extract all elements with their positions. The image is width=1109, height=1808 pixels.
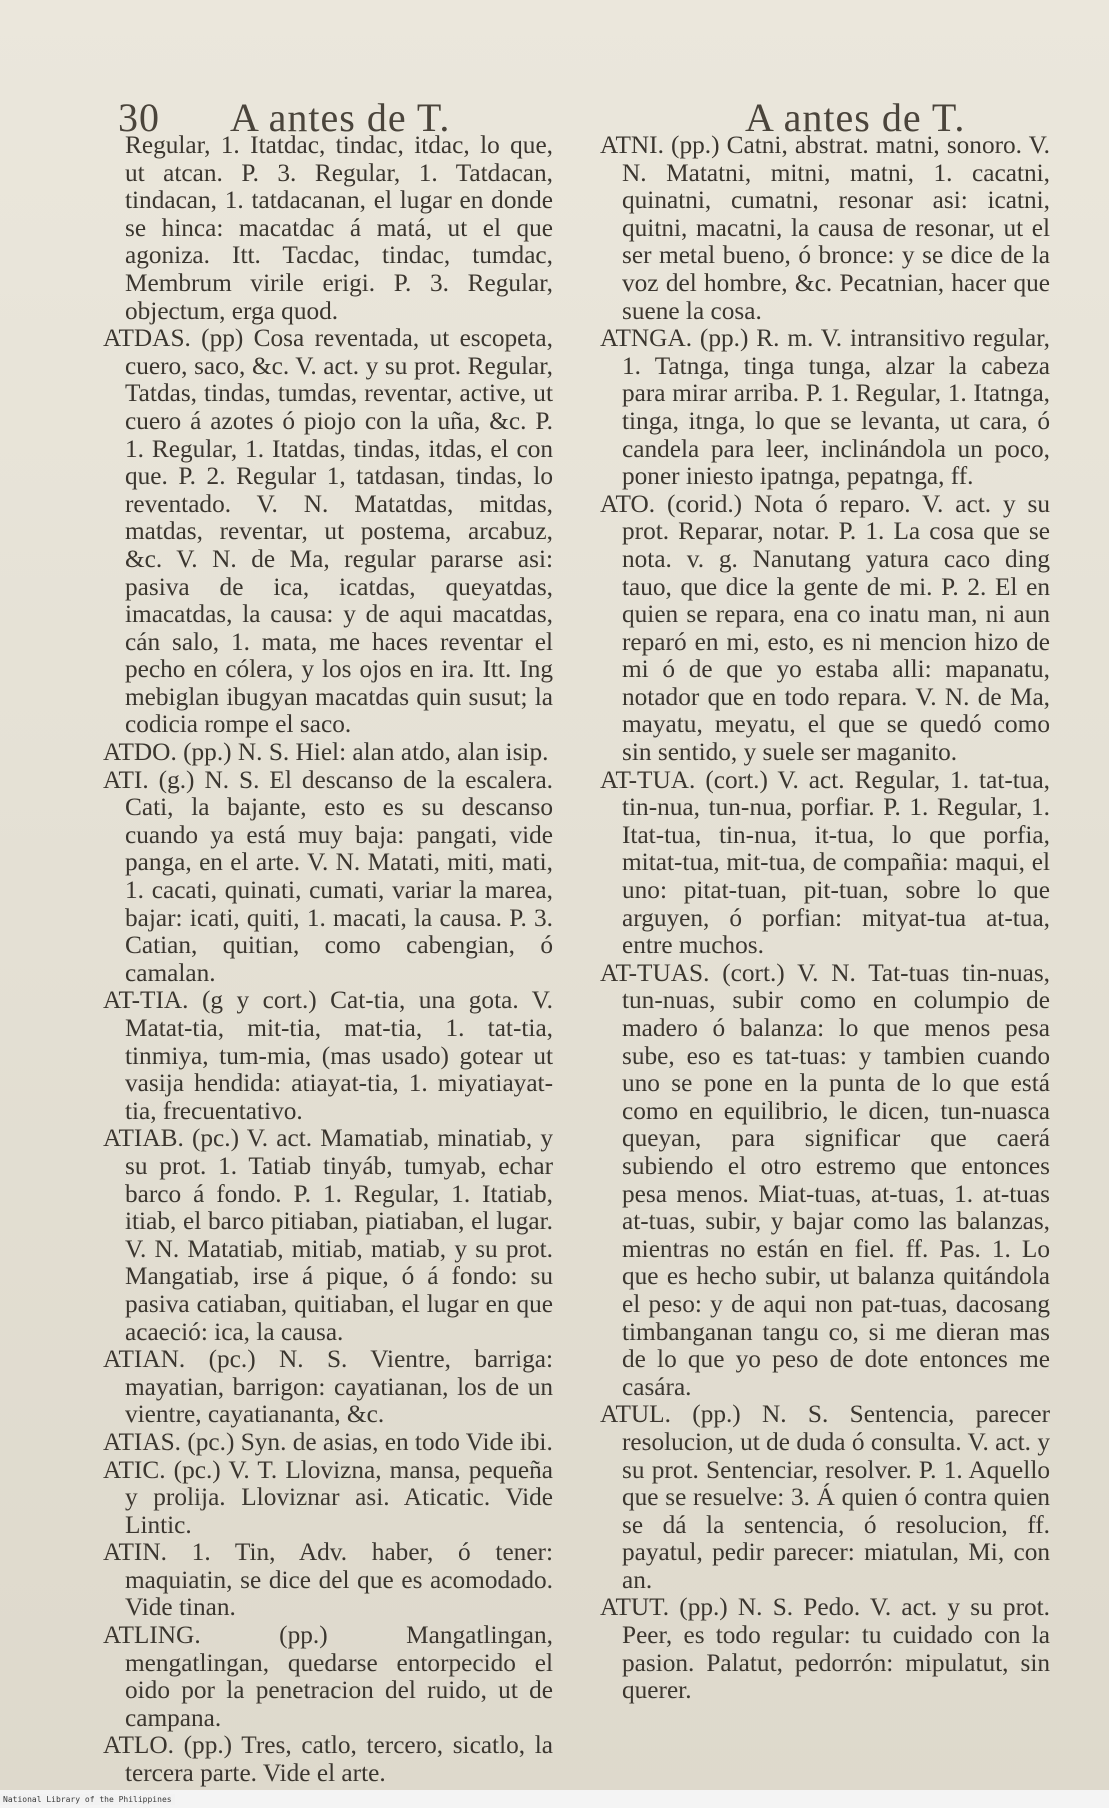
dictionary-entry: ATDO. (pp.) N. S. Hiel: alan atdo, alan isip. <box>103 738 549 767</box>
dictionary-entry: AT-TUA. (cort.) V. act. Regular, 1. tat-tua, tin-nua, tun-nua, porfiar. P. 1. Regular, 1. Itat-tua, tin-nua, it-tua, lo que porfia, mitat-tua, mit-tua, de compañia: maqui, el uno: pitat-tuan, pit-tuan, sobre lo que arguyen, ó porfian: mityat-tua at-tua, entre muchos. <box>600 765 1050 960</box>
dictionary-entry: ATIAB. (pc.) V. act. Mamatiab, minatiab, y su prot. 1. Tatiab tinyáb, tumyab, echar barco á fondo. P. 1. Regular, 1. Itatiab, itiab, el barco pitiaban, piatiaban, el lugar. V. N. Matatiab, mitiab, matiab, y su prot. Mangatiab, irse á pique, ó á fondo: su pasiva catiaban, quitiaban, el lugar en que acaeció: ica, la causa. <box>103 1124 553 1346</box>
dictionary-entry: ATDAS. (pp) Cosa reventada, ut escopeta, cuero, saco, &c. V. act. y su prot. Regular, Tatdas, tindas, tumdas, reventar, active, ut cuero á azotes ó piojo con la uña, &c. P. 1. Regular, 1. Itatdas, tindas, itdas, el con que. P. 2. Regular 1, tatdasan, tindas, lo reventado. V. N. Matatdas, mitdas, matdas, reventar, ut postema, arcabuz, &c. V. N. de Ma, regular pararse asi: pasiva de ica, icatdas, queyatdas, imacatdas, la causa: y de aqui macatdas, cán salo, 1. mata, me haces reventar el pecho en cólera, y los ojos en ira. Itt. Ing mebiglan ibugyan macatdas quin susut; la codicia rompe el saco. <box>103 324 553 739</box>
right-column <box>600 132 1050 1705</box>
dictionary-entry: Regular, 1. Itatdac, tindac, itdac, lo que, ut atcan. P. 3. Regular, 1. Tatdacan, tindacan, 1. tatdacanan, el lugar en donde se hinca: macatdac á matá, ut el que agoniza. Itt. Tacdac, tindac, tumdac, Membrum virile erigi. P. 3. Regular, objectum, erga quod. <box>125 131 553 325</box>
left-column <box>103 132 553 1788</box>
dictionary-entry: ATIN. 1. Tin, Adv. haber, ó tener: maquiatin, se dice del que es acomodado. Vide tinan. <box>103 1538 553 1622</box>
left-running-title: A antes de T. <box>230 95 451 140</box>
dictionary-entry: ATIC. (pc.) V. T. Llovizna, mansa, pequeña y prolija. Lloviznar asi. Aticatic. Vide Lintic. <box>103 1455 553 1539</box>
dictionary-entry: ATUT. (pp.) N. S. Pedo. V. act. y su prot. Peer, es todo regular: tu cuidado con la pasion. Palatut, pedorrón: mipulatut, sin querer. <box>600 1593 1050 1705</box>
dictionary-entry: ATLING. (pp.) Mangatlingan, mengatlingan, quedarse entorpecido el oido por la penetracion del ruido, ut de campana. <box>103 1621 553 1732</box>
page-number: 30 <box>118 95 160 140</box>
right-running-title: A antes de T. <box>745 95 966 140</box>
dictionary-entry: AT-TIA. (g y cort.) Cat-tia, una gota. V. Matat-tia, mit-tia, mat-tia, 1. tat-tia, tinmiya, tum-mia, (mas usado) gotear ut vasija hendida: atiayat-tia, 1. miyatiayat-tia, frecuentativo. <box>103 986 553 1125</box>
dictionary-entry: ATLO. (pp.) Tres, catlo, tercero, sicatlo, la tercera parte. Vide el arte. <box>103 1731 553 1788</box>
dictionary-entry: ATIAS. (pc.) Syn. de asias, en todo Vide ibi. <box>103 1427 553 1456</box>
dictionary-entry: ATUL. (pp.) N. S. Sentencia, parecer resolucion, ut de duda ó consulta. V. act. y su prot. Sentenciar, resolver. P. 1. Aquello que se resuelve: 3. Á quien ó contra quien se dá la sentencia, ó resolucion, ff. payatul, pedir parecer: miatulan, Mi, con an. <box>600 1400 1050 1594</box>
dictionary-entry: AT-TUAS. (cort.) V. N. Tat-tuas tin-nuas, tun-nuas, subir como en columpio de madero ó balanza: lo que menos pesa sube, eso es tat-tuas: y tambien cuando uno se pone en la punta de lo que está como en equilibrio, le dicen, tun-nuasca queyan, para significar que caerá subiendo el otro estremo que entonces pesa menos. Miat-tuas, at-tuas, 1. at-tuas at-tuas, subir, y bajar como las balanzas, mientras no están en fiel. ff. Pas. 1. Lo que es hecho subir, ut balanza quitándola el peso: y de aqui non pat-tuas, dacosang timbanganan tangu co, si me dieran mas de lo que yo peso de dote entonces me casára. <box>600 958 1050 1401</box>
dictionary-entry: ATNGA. (pp.) R. m. V. intransitivo regular, 1. Tatnga, tinga tunga, alzar la cabeza para mirar arriba. P. 1. Regular, 1. Itatnga, tinga, itnga, lo que se levanta, ut cara, ó candela para leer, inclinándola un poco, poner iniesto ipatnga, pepatnga, ff. <box>600 324 1050 491</box>
dictionary-entry: ATNI. (pp.) Catni, abstrat. matni, sonoro. V. N. Matatni, mitni, matni, 1. cacatni, quinatni, cumatni, resonar asi: icatni, quitni, macatni, la causa de resonar, ut el ser metal bueno, ó bronce: y se dice de la voz del hombre, &c. Pecatnian, hacer que suene la cosa. <box>600 131 1050 325</box>
dictionary-entry: ATI. (g.) N. S. El descanso de la escalera. Cati, la bajante, esto es su descanso cuando ya está muy baja: pangati, vide panga, en el arte. V. N. Matati, miti, mati, 1. cacati, quinati, cumati, variar la marea, bajar: icati, quiti, 1. macati, la causa. P. 3. Catian, quitian, como cabengian, ó camalan. <box>103 765 553 987</box>
dictionary-entry: ATIAN. (pc.) N. S. Vientre, barriga: mayatian, barrigon: cayatianan, los de un vientre, cayatiananta, &c. <box>103 1345 553 1429</box>
library-footer: National Library of the Philippines <box>0 1794 175 1805</box>
dictionary-entry: ATO. (corid.) Nota ó reparo. V. act. y su prot. Reparar, notar. P. 1. La cosa que se nota. v. g. Nanutang yatura caco ding tauo, que dice la gente de mi. P. 2. El en quien se repara, ena co inatu man, ni aun reparó en mi, esto, es ni mencion hizo de mi ó de que yo estaba alli: mapanatu, notador que en todo repara. V. N. de Ma, mayatu, meyatu, el que se quedó como sin sentido, y suele ser maganito. <box>600 489 1050 767</box>
